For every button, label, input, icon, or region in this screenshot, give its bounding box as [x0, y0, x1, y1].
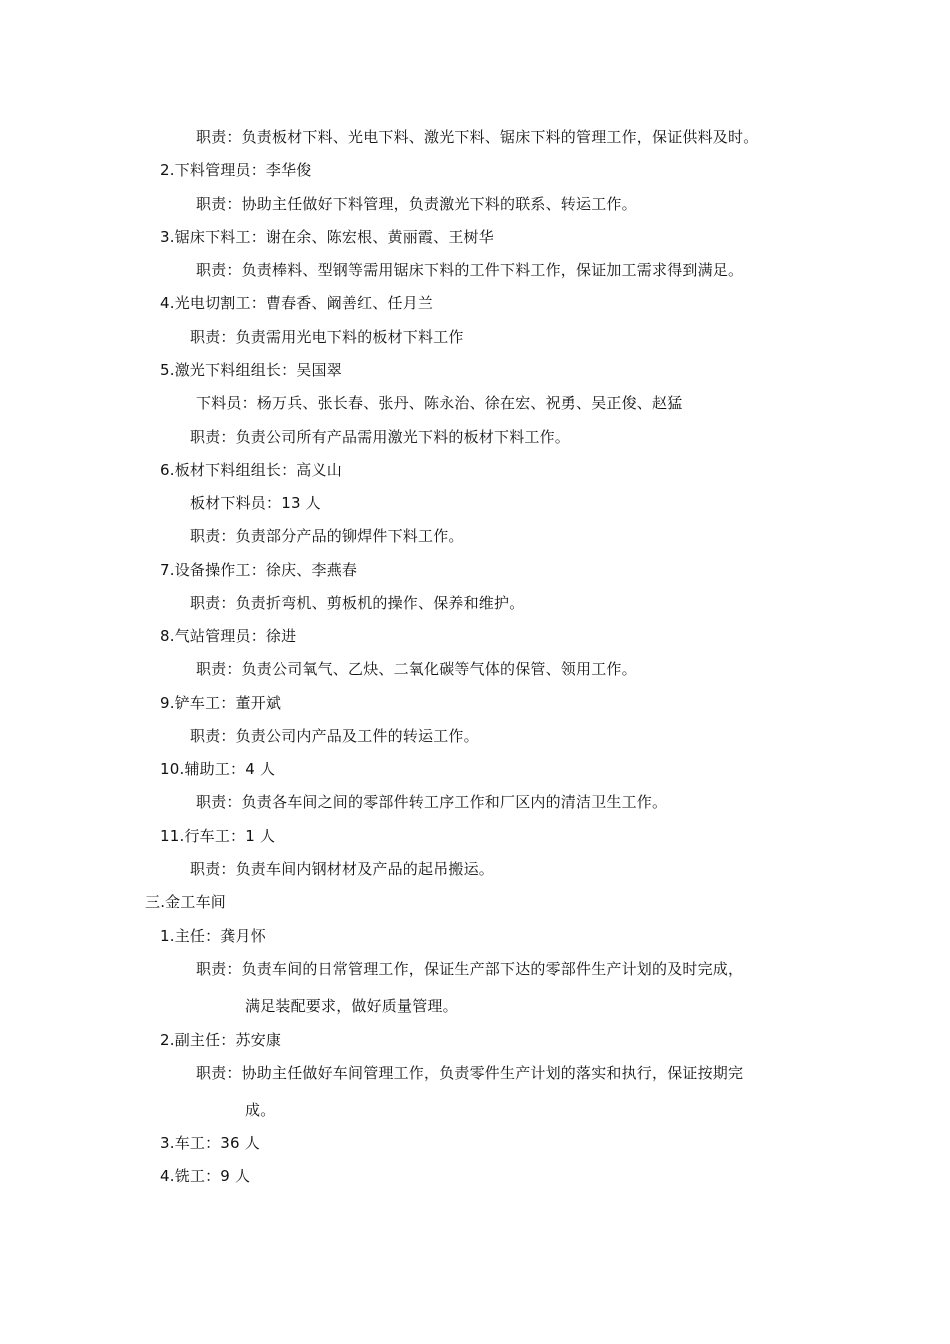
section-heading: 三.金工车间 [145, 893, 226, 911]
duty-text: 职责：负责板材下料、光电下料、激光下料、锯床下料的管理工作，保证供料及时。 [196, 128, 759, 146]
duty-text: 职责：负责折弯机、剪板机的操作、保养和维护。 [190, 594, 525, 612]
item-heading: 8.气站管理员：徐进 [160, 627, 297, 645]
staff-list: 下料员：杨万兵、张长春、张丹、陈永治、徐在宏、祝勇、吴正俊、赵猛 [196, 394, 683, 412]
staff-count: 板材下料员：13 人 [190, 494, 321, 512]
item-heading: 7.设备操作工：徐庆、李燕春 [160, 561, 358, 579]
item-heading: 3.锯床下料工：谢在余、陈宏根、黄丽霞、王树华 [160, 228, 494, 246]
duty-text: 职责：负责车间的日常管理工作，保证生产部下达的零部件生产计划的及时完成， [196, 960, 744, 978]
item-heading: 9.铲车工：董开斌 [160, 694, 282, 712]
duty-text: 职责：负责需用光电下料的板材下料工作 [190, 328, 464, 346]
duty-text-continued: 满足装配要求，做好质量管理。 [245, 997, 458, 1015]
item-heading: 11.行车工：1 人 [160, 827, 276, 845]
duty-text: 职责：协助主任做好下料管理，负责激光下料的联系、转运工作。 [196, 195, 637, 213]
duty-text: 职责：负责公司氧气、乙炔、二氧化碳等气体的保管、领用工作。 [196, 660, 637, 678]
duty-text: 职责：负责部分产品的铆焊件下料工作。 [190, 527, 464, 545]
duty-text: 职责：负责棒料、型钢等需用锯床下料的工件下料工作，保证加工需求得到满足。 [196, 261, 744, 279]
item-heading: 2.副主任：苏安康 [160, 1031, 282, 1049]
duty-text-continued: 成。 [245, 1101, 276, 1119]
item-heading: 6.板材下料组组长：高义山 [160, 461, 342, 479]
item-heading: 10.辅助工：4 人 [160, 760, 276, 778]
duty-text: 职责：协助主任做好车间管理工作，负责零件生产计划的落实和执行，保证按期完 [196, 1064, 744, 1082]
item-heading: 5.激光下料组组长：吴国翠 [160, 361, 342, 379]
item-heading: 1.主任：龚月怀 [160, 927, 266, 945]
item-heading: 3.车工：36 人 [160, 1134, 260, 1152]
duty-text: 职责：负责公司所有产品需用激光下料的板材下料工作。 [190, 428, 571, 446]
duty-text: 职责：负责各车间之间的零部件转工序工作和厂区内的清洁卫生工作。 [196, 793, 668, 811]
item-heading: 2.下料管理员：李华俊 [160, 161, 312, 179]
duty-text: 职责：负责车间内钢材材及产品的起吊搬运。 [190, 860, 495, 878]
item-heading: 4.铣工：9 人 [160, 1167, 251, 1185]
item-heading: 4.光电切割工：曹春香、阚善红、任月兰 [160, 294, 434, 312]
duty-text: 职责：负责公司内产品及工件的转运工作。 [190, 727, 479, 745]
